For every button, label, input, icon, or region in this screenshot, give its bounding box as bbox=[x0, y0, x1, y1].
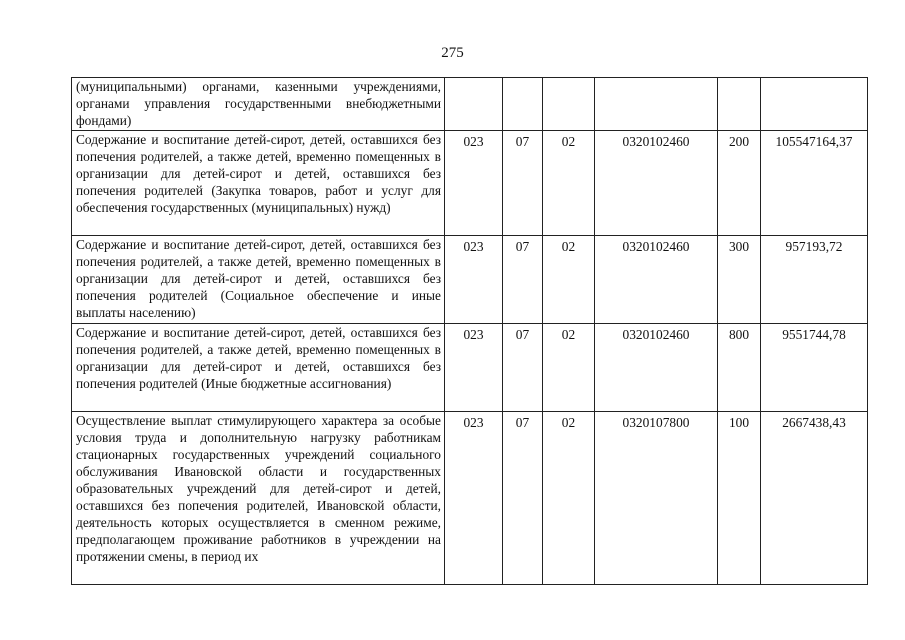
target-article-code: 0320107800 bbox=[595, 412, 718, 585]
table-row bbox=[72, 78, 868, 131]
amount-value: 2667438,43 bbox=[761, 412, 868, 585]
ministry-code bbox=[445, 78, 503, 131]
target-article-code: 0320102460 bbox=[595, 131, 718, 236]
ministry-code: 023 bbox=[445, 324, 503, 412]
expense-type-code: 100 bbox=[718, 412, 761, 585]
table-row bbox=[72, 131, 868, 236]
section-code: 07 bbox=[503, 412, 543, 585]
target-article-code bbox=[595, 78, 718, 131]
target-article-code: 0320102460 bbox=[595, 324, 718, 412]
amount-value bbox=[761, 78, 868, 131]
table-row bbox=[72, 412, 868, 585]
row-description: (муниципальными) органами, казенными учреждениями, органами управления государственными внебюджетными фондами) bbox=[72, 78, 445, 131]
section-code bbox=[503, 78, 543, 131]
ministry-code: 023 bbox=[445, 131, 503, 236]
expense-type-code bbox=[718, 78, 761, 131]
ministry-code: 023 bbox=[445, 236, 503, 324]
budget-table bbox=[71, 77, 868, 585]
row-description: Содержание и воспитание детей-сирот, детей, оставшихся без попечения родителей, а также детей, временно помещенных в организации для детей-сирот и детей, оставшихся без попечения родителей (Закупка товаров, работ и услуг для обеспечения государственных (муниципальных) нужд) bbox=[72, 131, 445, 236]
amount-value: 9551744,78 bbox=[761, 324, 868, 412]
expense-type-code: 300 bbox=[718, 236, 761, 324]
expense-type-code: 200 bbox=[718, 131, 761, 236]
subsection-code: 02 bbox=[543, 412, 595, 585]
ministry-code: 023 bbox=[445, 412, 503, 585]
subsection-code: 02 bbox=[543, 324, 595, 412]
amount-value: 957193,72 bbox=[761, 236, 868, 324]
page-number: 275 bbox=[441, 45, 464, 61]
section-code: 07 bbox=[503, 236, 543, 324]
subsection-code: 02 bbox=[543, 131, 595, 236]
subsection-code bbox=[543, 78, 595, 131]
section-code: 07 bbox=[503, 324, 543, 412]
row-description: Осуществление выплат стимулирующего характера за особые условия труда и дополнительную нагрузку работникам стационарных государственных учреждений социального обслуживания Ивановской области и государственных образовательных учреждений для детей-сирот и детей, оставшихся без попечения родителей, Ивановской области, деятельность которых осуществляется в сменном режиме, предполагающем проживание работников в учреждении на протяжении смены, в период их bbox=[72, 412, 445, 585]
table-row bbox=[72, 324, 868, 412]
expense-type-code: 800 bbox=[718, 324, 761, 412]
subsection-code: 02 bbox=[543, 236, 595, 324]
section-code: 07 bbox=[503, 131, 543, 236]
amount-value: 105547164,37 bbox=[761, 131, 868, 236]
target-article-code: 0320102460 bbox=[595, 236, 718, 324]
row-description: Содержание и воспитание детей-сирот, детей, оставшихся без попечения родителей, а также детей, временно помещенных в организации для детей-сирот и детей, оставшихся без попечения родителей (Иные бюджетные ассигнования) bbox=[72, 324, 445, 412]
table-row bbox=[72, 236, 868, 324]
row-description: Содержание и воспитание детей-сирот, детей, оставшихся без попечения родителей, а также детей, временно помещенных в организации для детей-сирот и детей, оставшихся без попечения родителей (Социальное обеспечение и иные выплаты населению) bbox=[72, 236, 445, 324]
